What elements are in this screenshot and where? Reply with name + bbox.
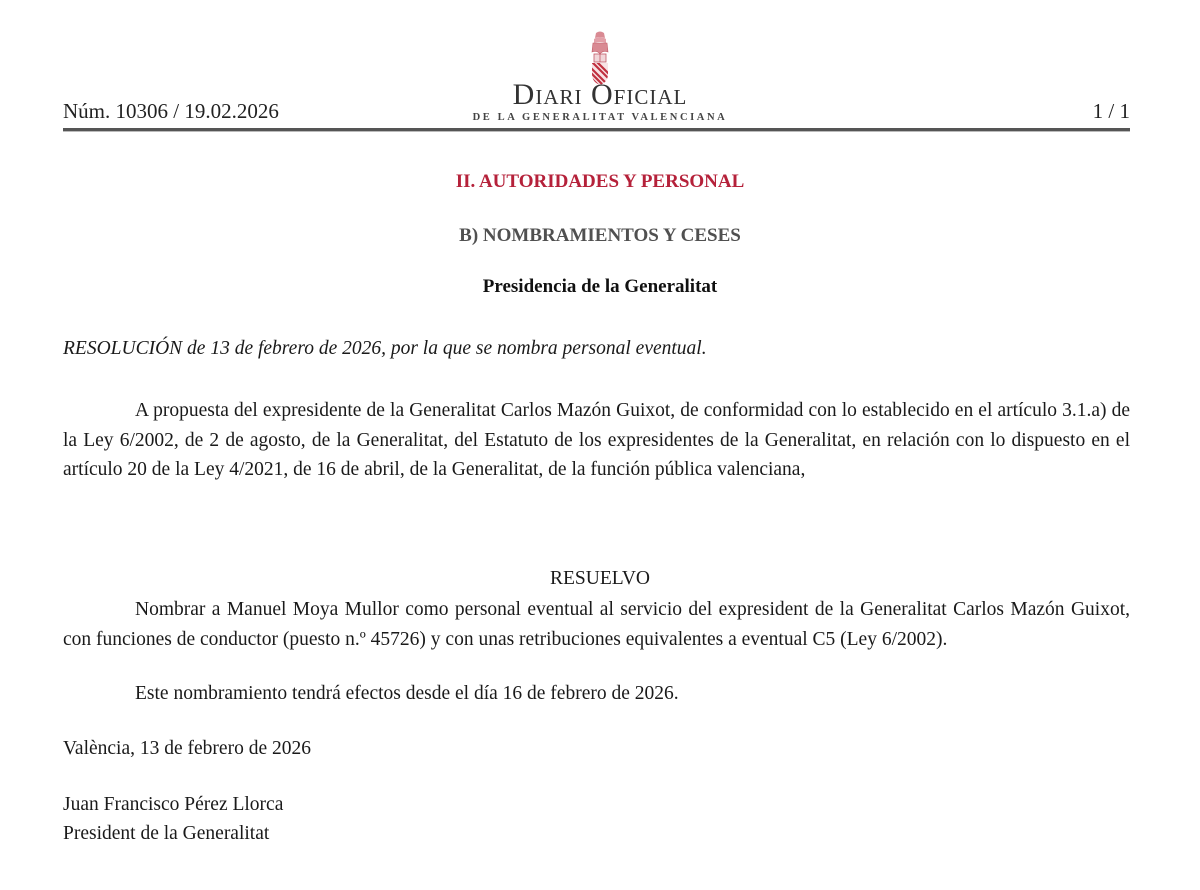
signer-title: President de la Generalitat: [63, 823, 270, 844]
resolution-title: RESOLUCIÓN de 13 de febrero de 2026, por la que se nombra personal eventual.: [63, 338, 707, 359]
signature-block: [63, 790, 283, 848]
page-indicator: 1 / 1: [1092, 99, 1130, 123]
subsection-title: B) NOMBRAMIENTOS Y CESES: [459, 225, 741, 246]
organization-title: Presidencia de la Generalitat: [482, 276, 718, 297]
issue-number: Núm. 10306 / 19.02.2026: [63, 99, 279, 123]
masthead-title: Diari Oficial: [512, 78, 688, 111]
place-date: València, 13 de febrero de 2026: [63, 738, 311, 759]
section-title: II. AUTORIDADES Y PERSONAL: [455, 171, 745, 192]
effective-date-paragraph: Este nombramiento tendrá efectos desde el día 16 de febrero de 2026.: [135, 683, 679, 704]
appointment-paragraph: Nombrar a Manuel Moya Mullor como personal eventual al servicio del expresident de la Generalitat Carlos Mazón Guixot, con funciones de conductor (puesto n.º 45726) y con unas retribuciones equivalentes a eventual C5 (Ley 6/2002).: [63, 599, 1130, 650]
masthead-subtitle: DE LA GENERALITAT VALENCIANA: [472, 112, 728, 123]
signer-name: Juan Francisco Pérez Llorca: [63, 794, 284, 815]
resolves-heading: RESUELVO: [549, 568, 651, 589]
preamble-paragraph: A propuesta del expresidente de la Generalitat Carlos Mazón Guixot, de conformidad con lo establecido en el artículo 3.1.a) de la Ley 6/2002, de 2 de agosto, de la Generalitat, del Estatuto de los expresidentes de la Generalitat, en relación con lo dispuesto en el artículo 20 de la Ley 4/2021, de 16 de abril, de la Generalitat, de la función pública valenciana,: [63, 400, 1130, 480]
header-rule: [63, 128, 1130, 132]
